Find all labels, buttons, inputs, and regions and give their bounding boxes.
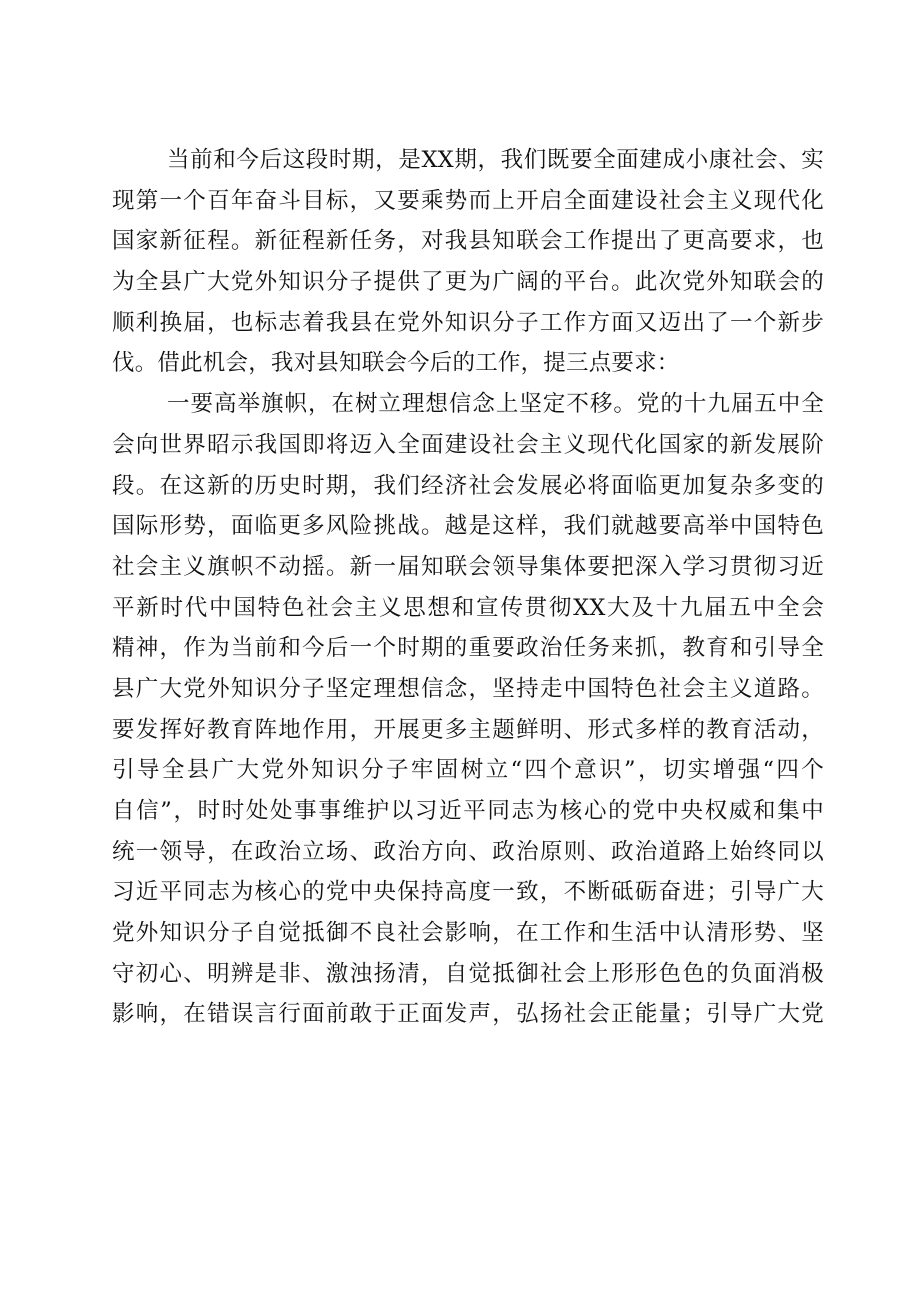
- text-line: 影响，在错误言行面前敢于正面发声，弘扬社会正能量；引导广大党: [112, 1001, 824, 1028]
- text-line: 一要高举旗帜，在树立理想信念上坚定不移。党的十九届五中全: [167, 391, 824, 418]
- text-line: 统一领导，在政治立场、政治方向、政治原则、政治道路上始终同以: [112, 838, 824, 865]
- text-line: 引导全县广大党外知识分子牢固树立“四个意识”，切实增强“四个: [112, 757, 824, 784]
- text-line: 为全县广大党外知识分子提供了更为广阔的平台。此次党外知联会的: [112, 269, 824, 296]
- text-line: 自信”，时时处处事事维护以习近平同志为核心的党中央权威和集中: [112, 798, 824, 824]
- text-line: 现第一个百年奋斗目标，又要乘势而上开启全面建设社会主义现代化: [112, 187, 824, 214]
- paragraph-intro: [112, 140, 824, 384]
- text-line: 县广大党外知识分子坚定理想信念，坚持走中国特色社会主义道路。: [112, 675, 824, 702]
- document-body: [112, 140, 824, 1035]
- text-line: 社会主义旗帜不动摇。新一届知联会领导集体要把深入学习贯彻习近: [112, 553, 824, 580]
- paragraph-requirement-one: [112, 384, 824, 1035]
- text-line: 国际形势，面临更多风险挑战。越是这样，我们就越要高举中国特色: [112, 513, 824, 540]
- text-line: 伐。借此机会，我对县知联会今后的工作，提三点要求：: [112, 350, 680, 377]
- text-line: 会向世界昭示我国即将迈入全面建设社会主义现代化国家的新发展阶: [112, 431, 824, 458]
- text-line: 守初心、明辨是非、激浊扬清，自觉抵御社会上形形色色的负面消极: [112, 960, 824, 987]
- text-line: 平新时代中国特色社会主义思想和宣传贯彻XX大及十九届五中全会: [112, 594, 824, 621]
- text-line: 精神，作为当前和今后一个时期的重要政治任务来抓，教育和引导全: [112, 635, 824, 662]
- text-line: 国家新征程。新征程新任务，对我县知联会工作提出了更高要求，也: [112, 228, 824, 255]
- text-line: 段。在这新的历史时期，我们经济社会发展必将面临更加复杂多变的: [112, 472, 824, 499]
- text-line: 习近平同志为核心的党中央保持高度一致，不断砥砺奋进；引导广大: [112, 879, 824, 906]
- text-line: 顺利换届，也标志着我县在党外知识分子工作方面又迈出了一个新步: [112, 309, 824, 336]
- text-line: 党外知识分子自觉抵御不良社会影响，在工作和生活中认清形势、坚: [112, 920, 824, 947]
- text-line: 要发挥好教育阵地作用，开展更多主题鲜明、形式多样的教育活动，: [112, 716, 824, 743]
- text-line: 当前和今后这段时期，是XX期，我们既要全面建成小康社会、实: [167, 147, 824, 173]
